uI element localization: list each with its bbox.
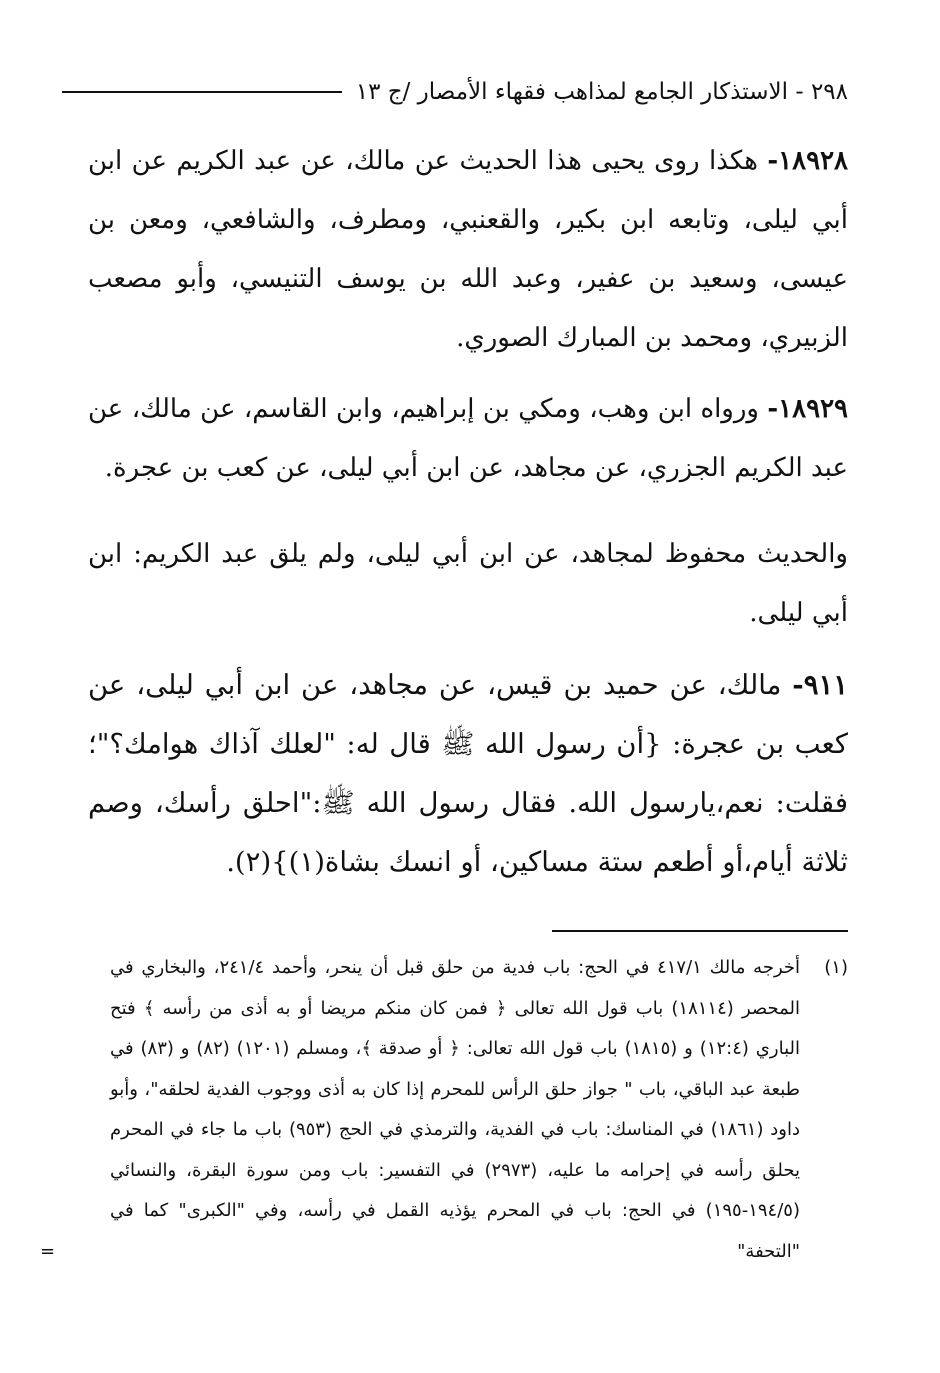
- paragraph-text: والحديث محفوظ لمجاهد، عن ابن أبي ليلى، ولم يلق عبد الكريم: ابن أبي ليلى.: [88, 539, 848, 628]
- footnote-continuation-mark: =: [40, 1240, 56, 1262]
- paragraph-number: ٩١١-: [792, 669, 848, 701]
- paragraph-18928: [88, 132, 848, 368]
- paragraph-number: ١٨٩٢٨-: [767, 146, 848, 176]
- paragraph-18929: [88, 380, 848, 498]
- paragraph-number: ١٨٩٢٩-: [767, 394, 848, 424]
- footnote-marker: (١): [824, 957, 848, 978]
- paragraph-text: مالك، عن حميد بن قيس، عن مجاهد، عن ابن أبي ليلى، عن كعب بن عجرة: {أن رسول الله ﷺ قال له: "لعلك آذاك هوامك؟"؛ فقلت: نعم،يارسول الله. فقال رسول الله ﷺ:"احلق رأسك، وصم ثلاثة أيام،أو أطعم ستة مساكين، أو انسك بشاة(١)}(٢).: [88, 669, 848, 878]
- header-title: ٢٩٨ - الاستذكار الجامع لمذاهب فقهاء الأمصار /ج ١٣: [355, 79, 848, 105]
- paragraph-text: ورواه ابن وهب، ومكي بن إبراهيم، وابن القاسم، عن مالك، عن عبد الكريم الجزري، عن مجاهد، عن ابن أبي ليلى، عن كعب بن عجرة.: [88, 394, 848, 483]
- footnote-separator: [552, 930, 848, 932]
- header-rule: [62, 91, 342, 93]
- footnote: [40, 948, 848, 1272]
- running-header: [62, 72, 848, 112]
- paragraph-note: [88, 525, 848, 643]
- paragraph-hadith-911: [88, 656, 848, 892]
- footnote-text: أخرجه مالك ٤١٧/١ في الحج: باب فدية من حلق قبل أن ينحر، وأحمد ٢٤١/٤، والبخاري في المحصر (١٨١١٤) باب قول الله تعالى ﴿ فمن كان منكم مريضا أو به أذى من رأسه ﴾ فتح الباري (١٢:٤) و (١٨١٥) باب قول الله تعالى: ﴿ أو صدقة ﴾، ومسلم (١٢٠١) (٨٢) و (٨٣) في طبعة عبد الباقي، باب " جواز حلق الرأس للمحرم إذا كان به أذى ووجوب الفدية لحلقه"، وأبو داود (١٨٦١) في المناسك: باب في الفدية، والترمذي في الحج (٩٥٣) باب ما جاء في المحرم يحلق رأسه في إحرامه ما عليه، (٢٩٧٣) في التفسير: باب ومن سورة البقرة، والنسائي (١٩٤/٥-١٩٥) في الحج: باب في المحرم يؤذيه القمل في رأسه، وفي "الكبرى" كما في "التحفة": [110, 957, 801, 1262]
- paragraph-text: هكذا روى يحيى هذا الحديث عن مالك، عن عبد الكريم عن ابن أبي ليلى، وتابعه ابن بكير، والقعنبي، ومطرف، والشافعي، ومعن بن عيسى، وسعيد بن عفير، وعبد الله بن يوسف التنيسي، وأبو مصعب الزبيري، ومحمد بن المبارك الصوري.: [88, 146, 848, 353]
